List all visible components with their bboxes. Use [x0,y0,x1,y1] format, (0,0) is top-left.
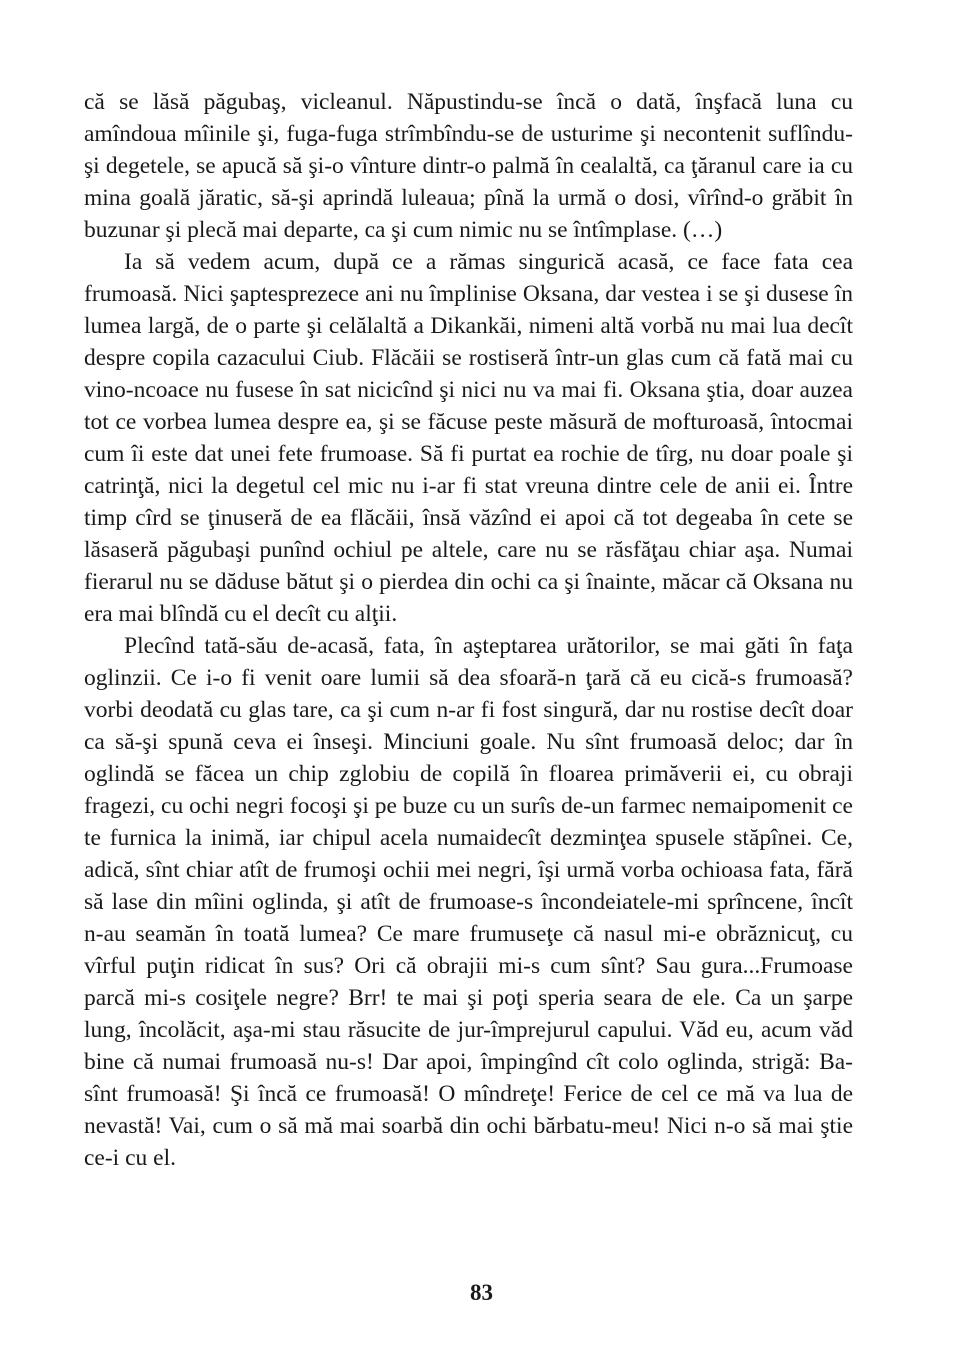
paragraph-3: Plecînd tată-său de-acasă, fata, în aşteptarea urătorilor, se mai găti în faţa oglinzii. Ce i-o fi venit oare lumii să dea sfoară-n ţară că eu cică-s frumoasă? vorbi deodată cu glas tare, ca şi cum n-ar fi fost singură, dar nu rostise decît doar ca să-şi spună ceva ei înseşi. Minciuni goale. Nu sînt frumoasă deloc; dar în oglindă se făcea un chip zglobiu de copilă în floarea primăverii ei, cu obraji fragezi, cu ochi negri focoşi şi pe buze cu un surîs de-un farmec nemaipomenit ce te furnica la inimă, iar chipul acela numaidecît dezminţea spusele stăpînei. Ce, adică, sînt chiar atît de frumoşi ochii mei negri, îşi urmă vorba ochioasa fata, fără să lase din mîini oglinda, şi atît de frumoase-s încondeiatele-mi sprîncene, încît n-au seamăn în toată lumea? Ce mare frumuseţe că nasul mi-e obrăznicuţ, cu vîrful puţin ridicat în sus? Ori că obrajii mi-s cum sînt? Sau gura...Frumoase parcă mi-s cosiţele negre? Brr! te mai şi poţi speria seara de ele. Ca un şarpe lung, încolăcit, aşa-mi stau răsucite de jur-împrejurul capului. Văd eu, acum văd bine că numai frumoasă nu-s! Dar apoi, împingînd cît colo oglinda, strigă: Ba-sînt frumoasă! Şi încă ce frumoasă! O mîndreţe! Ferice de cel ce mă va lua de nevastă! Vai, cum o să mă mai soarbă din ochi bărbatu-meu! Nici n-o să mai ştie ce-i cu el. [84,633,853,1171]
body-text [84,86,853,1174]
paragraph-1: că se lăsă păgubaş, vicleanul. Năpustindu-se încă o dată, înşfacă luna cu amîndoua mîinile şi, fuga-fuga strîmbîndu-se de usturime şi necontenit suflîndu-şi degetele, se apucă să şi-o vînture dintr-o palmă în cealaltă, ca ţăranul care ia cu mina goală jăratic, să-şi aprindă luleaua; pînă la urmă o dosi, vîrînd-o grăbit în buzunar şi plecă mai departe, ca şi cum nimic nu se întîmplase. (…) [84,89,853,243]
page-number: 83 [470,1280,493,1305]
paragraph-2: Ia să vedem acum, după ce a rămas singurică acasă, ce face fata cea frumoasă. Nici şaptesprezece ani nu împlinise Oksana, dar vestea i se şi dusese în lumea largă, de o parte şi celălaltă a Dikankăi, nimeni altă vorbă nu mai lua decît despre copila cazacului Ciub. Flăcăii se rostiseră într-un glas cum că fată mai cu vino-ncoace nu fusese în sat nicicînd şi nici nu va mai fi. Oksana ştia, doar auzea tot ce vorbea lumea despre ea, şi se făcuse peste măsură de mofturoasă, întocmai cum îi este dat unei fete frumoase. Să fi purtat ea rochie de tîrg, nu doar poale şi catrinţă, nici la degetul cel mic nu i-ar fi stat vreuna dintre cele de anii ei. Între timp cîrd se ţinuseră de ea flăcăii, însă văzînd ei apoi că tot degeaba în cete se lăsaseră păgubaşi punînd ochiul pe altele, care nu se răsfăţau chiar aşa. Numai fierarul nu se dăduse bătut şi o pierdea din ochi ca şi înainte, măcar că Oksana nu era mai blîndă cu el decît cu alţii. [84,249,853,627]
